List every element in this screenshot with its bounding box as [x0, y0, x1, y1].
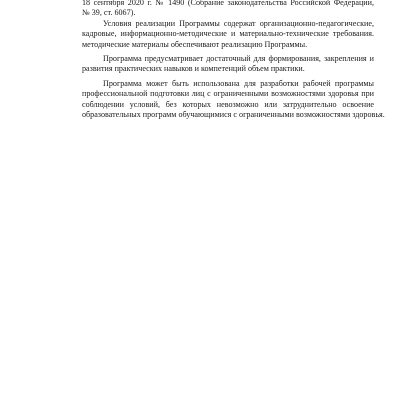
document-body — [82, 0, 385, 120]
text-line: 18 сентября 2020 г. № 1490 (Собрание законодательства Российской Федерации, — [82, 0, 374, 7]
paragraph-program-usage — [82, 78, 385, 121]
text-line: развития практических навыков и компетенций объем практики. — [82, 64, 305, 74]
paragraph-program-conditions — [82, 19, 374, 50]
text-line: № 39, ст. 6067). — [82, 8, 136, 18]
text-line: Программа предусматривает достаточный для формирования, закрепления и — [103, 53, 374, 63]
paragraph-legal-citation — [82, 0, 374, 19]
text-line: Условия реализации Программы содержат организационно-педагогические, — [103, 18, 374, 28]
text-line: методические материалы обеспечивают реализацию Программы. — [82, 39, 308, 49]
text-line: кадровые, информационно-методические и материально-технические требования. — [82, 29, 374, 39]
text-line: образовательных программ обучающимися с ограниченными возможностями здоровья. — [82, 109, 385, 119]
text-line: Программа может быть использована для разработки рабочей программы — [103, 78, 374, 88]
text-line: соблюдении условий, без которых невозможно или затруднительно освоение — [82, 99, 374, 109]
text-line: профессиональной подготовки лиц с ограниченными возможностями здоровья при — [82, 89, 374, 99]
paragraph-practice-volume — [82, 54, 374, 75]
